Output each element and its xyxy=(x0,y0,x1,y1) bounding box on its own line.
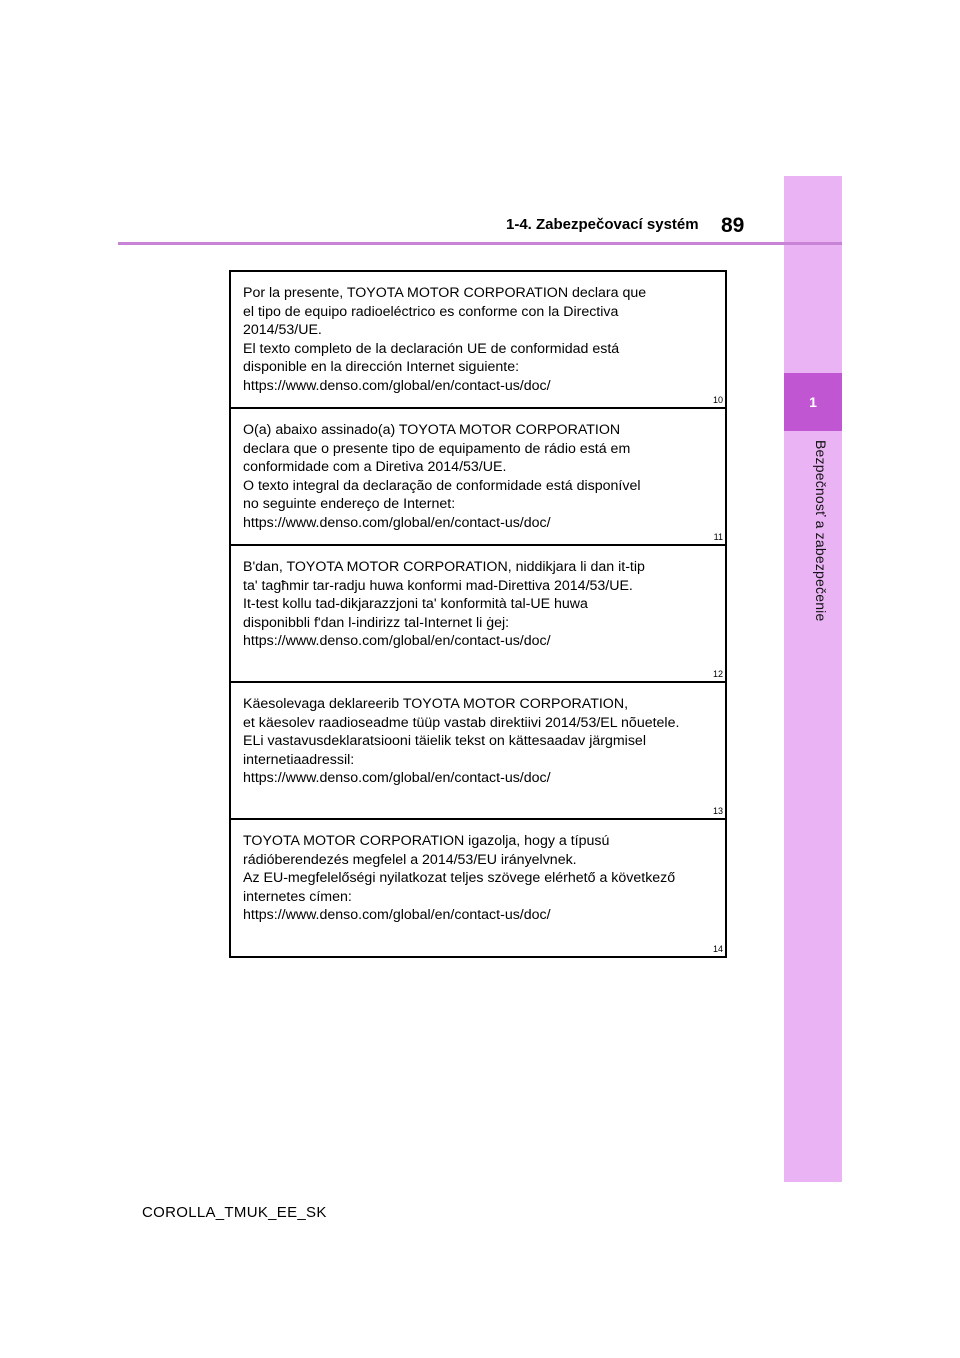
declaration-table xyxy=(229,270,727,958)
declaration-estonian xyxy=(231,683,725,820)
chapter-side-tab xyxy=(784,176,842,1182)
declaration-spanish xyxy=(231,272,725,409)
declaration-id: 11 xyxy=(713,532,723,542)
declaration-text: Por la presente, TOYOTA MOTOR CORPORATION declara que el tipo de equipo radioeléctrico es conforme con la Directiva 2014/53/UE. El texto completo de la declaración UE de conformidad está disponible en la dirección Internet siguiente: https://www.denso.com/global/en/contact-us/doc/ xyxy=(243,285,647,394)
section-title: 1-4. Zabezpečovací systém xyxy=(506,216,699,233)
chapter-number-badge: 1 xyxy=(784,373,842,431)
declaration-portuguese xyxy=(231,409,725,546)
declaration-text: Käesolevaga deklareerib TOYOTA MOTOR CORPORATION, et käesolev raadioseadme tüüp vastab direktiivi 2014/53/EL nõuetele. ELi vastavusdeklaratsiooni täielik tekst on kättesaadav järgmisel internetiaadressil: https://www.denso.com/global/en/contact-us/doc/ xyxy=(243,696,680,787)
document-id: COROLLA_TMUK_EE_SK xyxy=(142,1204,327,1221)
declaration-hungarian xyxy=(231,820,725,956)
header-rule xyxy=(118,242,842,245)
page-number: 89 xyxy=(721,214,745,237)
declaration-id: 14 xyxy=(712,944,723,954)
declaration-maltese xyxy=(231,546,725,683)
declaration-text: B'dan, TOYOTA MOTOR CORPORATION, niddikjara li dan it-tip ta' tagħmir tar-radju huwa konformi mad-Direttiva 2014/53/UE. It-test kollu tad-dikjarazzjoni ta' konformità tal-UE huwa disponibbli f'dan l-indirizz tal-Internet li ġej: https://www.denso.com/global/en/contact-us/doc/ xyxy=(243,559,645,650)
declaration-id: 10 xyxy=(712,395,723,405)
declaration-text: O(a) abaixo assinado(a) TOYOTA MOTOR CORPORATION declara que o presente tipo de equipamento de rádio está em conformidade com a Diretiva 2014/53/UE. O texto integral da declaração de conformidade está disponível no seguinte endereço de Internet: https://www.denso.com/global/en/contact-us/doc/ xyxy=(243,422,641,531)
declaration-id: 12 xyxy=(712,669,723,679)
chapter-title: Bezpečnosť a zabezpečenie xyxy=(813,440,829,622)
declaration-id: 13 xyxy=(712,806,723,816)
declaration-text: TOYOTA MOTOR CORPORATION igazolja, hogy a típusú rádióberendezés megfelel a 2014/53/EU irányelvnek. Az EU-megfelelőségi nyilatkozat teljes szövege elérhető a következő internetes címen: https://www.denso.com/global/en/contact-us/doc/ xyxy=(243,833,676,924)
